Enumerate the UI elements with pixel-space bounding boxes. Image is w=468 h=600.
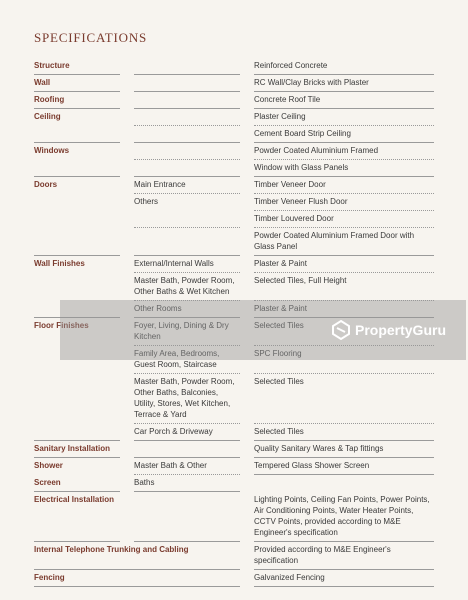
spec-category: Wall Finishes [34,259,85,268]
spec-value: Provided according to M&E Engineer's specification [254,542,434,570]
spec-value: Powder Coated Aluminium Framed [254,143,434,160]
spec-location [134,160,240,177]
spec-location [134,75,240,92]
spec-location: Master Bath, Powder Room, Other Baths, Balconies, Utility, Stores, Wet Kitchen, Terrace & Yard [134,374,240,424]
spec-row [34,475,434,492]
spec-value: Selected Tiles, Full Height [254,273,434,301]
spec-location [134,211,240,228]
spec-row [34,143,434,160]
spec-category [34,126,120,143]
propertyguru-logo-icon [331,320,351,340]
spec-row [34,109,434,126]
spec-value: Powder Coated Aluminium Framed Door with Glass Panel [254,228,434,256]
spec-row [34,194,434,211]
spec-row [34,273,434,301]
spec-location: Others [134,197,159,206]
spec-value: Timber Veneer Flush Door [254,194,434,211]
spec-value: Timber Louvered Door [254,211,434,228]
spec-value: Plaster Ceiling [254,109,434,126]
spec-row [34,177,434,194]
spec-category [34,194,120,211]
spec-location: Master Bath & Other [134,458,240,475]
spec-row [34,92,434,109]
spec-row [34,256,434,273]
spec-category: Electrical Installation [34,492,120,542]
spec-location [134,126,240,143]
spec-row [34,492,434,542]
spec-value: RC Wall/Clay Bricks with Plaster [254,75,434,92]
spec-row [34,75,434,92]
spec-row [34,374,434,424]
spec-value: Window with Glass Panels [254,160,434,177]
watermark-logo [331,320,446,340]
spec-value: Reinforced Concrete [254,58,434,75]
spec-location: External/Internal Walls [134,256,240,273]
spec-value: Selected Tiles [254,424,434,441]
spec-row [34,160,434,177]
spec-category [34,228,120,256]
spec-value: Cement Board Strip Ceiling [254,126,434,143]
watermark-banner [60,300,466,360]
spec-row [34,58,434,75]
spec-category: Doors [34,180,58,189]
spec-category: Wall [34,75,120,92]
spec-value: Plaster & Paint [254,301,434,318]
spec-location: Family Area, Bedrooms, Guest Room, Staircase [134,346,240,374]
spec-value: Tempered Glass Shower Screen [254,458,434,475]
spec-value: SPC Flooring [254,346,434,374]
spec-category: Sanitary Installation [34,441,120,458]
spec-category: Floor Finishes [34,321,89,330]
spec-category [34,424,120,441]
spec-row [34,228,434,256]
spec-row [34,570,434,587]
page-title: SPECIFICATIONS [34,30,148,45]
spec-location [134,92,240,109]
spec-category: Screen [34,475,120,492]
spec-location [134,492,240,542]
spec-category: Ceiling [34,112,61,121]
spec-category: Structure [34,58,120,75]
spec-row [34,211,434,228]
watermark-brand: PropertyGuru [354,322,446,338]
spec-category: Internal Telephone Trunking and Cabling [34,542,240,570]
spec-value: Selected Tiles [254,374,434,424]
spec-location: Other Rooms [134,301,240,318]
spec-row [34,458,434,475]
spec-category: Windows [34,146,70,155]
spec-category: Fencing [34,570,240,587]
spec-value: Lighting Points, Ceiling Fan Points, Power Points, Air Conditioning Points, Water Heater Points, CCTV Points, provided according to M&E Engineer's specification [254,492,434,542]
spec-category [34,211,120,228]
spec-location: Foyer, Living, Dining & Dry Kitchen [134,318,240,346]
spec-value [254,475,434,492]
spec-location: Main Entrance [134,177,240,194]
spec-row [34,424,434,441]
spec-value: Galvanized Fencing [254,570,434,587]
spec-location: Master Bath, Powder Room, Other Baths & Wet Kitchen [134,273,240,301]
spec-category [34,273,120,301]
spec-category [34,160,120,177]
spec-category: Roofing [34,92,120,109]
spec-value: Quality Sanitary Wares & Tap fittings [254,441,434,458]
spec-location [134,109,240,126]
spec-location [134,228,240,256]
spec-location: Baths [134,475,240,492]
spec-location [134,58,240,75]
spec-location: Car Porch & Driveway [134,424,240,441]
spec-value: Timber Veneer Door [254,177,434,194]
spec-value: Selected Tiles [254,318,434,346]
spec-location [134,143,240,160]
spec-row [34,542,434,570]
spec-row [34,126,434,143]
spec-value: Plaster & Paint [254,256,434,273]
spec-value: Concrete Roof Tile [254,92,434,109]
spec-row [34,441,434,458]
spec-location [134,441,240,458]
spec-category: Shower [34,461,63,470]
spec-category [34,374,120,424]
